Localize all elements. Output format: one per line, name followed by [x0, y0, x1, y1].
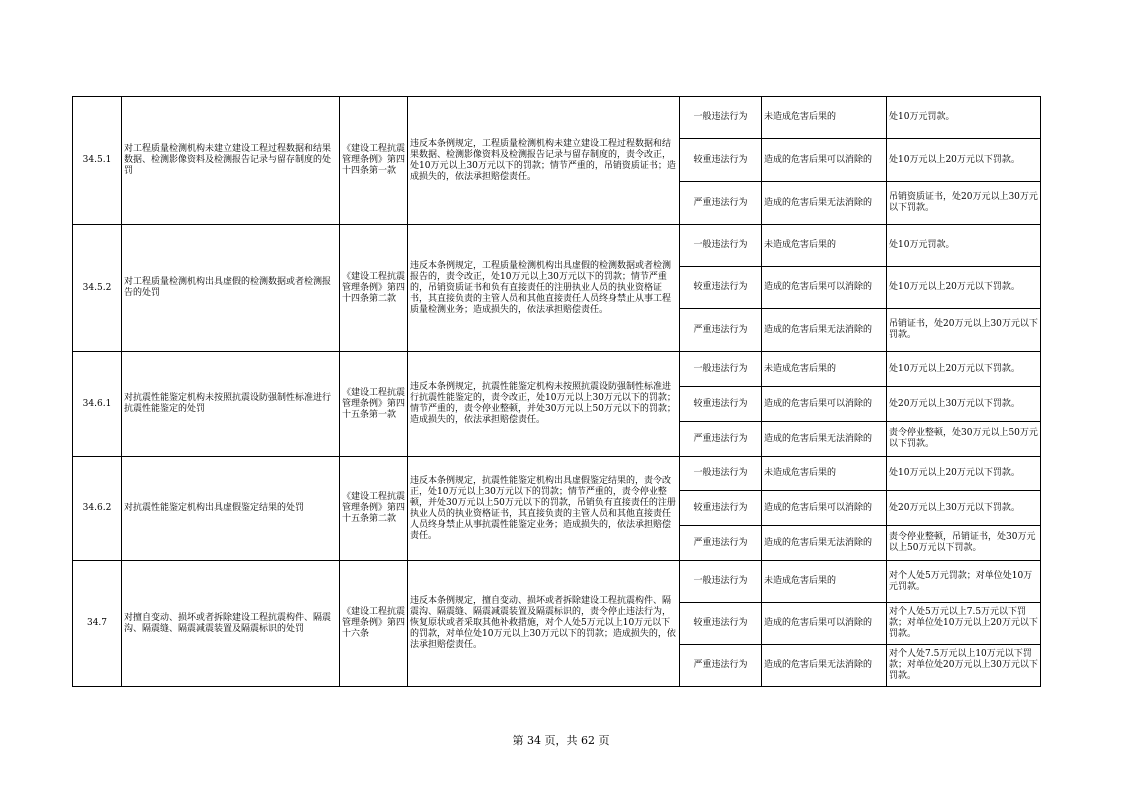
violation-condition: 未造成危害后果的	[762, 97, 887, 139]
violation-condition: 未造成危害后果的	[762, 457, 887, 491]
violation-level: 一般违法行为	[680, 97, 762, 139]
legal-basis: 《建设工程抗震管理条例》第四十五条第二款	[340, 457, 408, 561]
item-name: 对抗震性能鉴定机构出具虚假鉴定结果的处罚	[122, 457, 340, 561]
item-name: 对工程质量检测机构未建立建设工程过程数据和结果数据、检测影像资料及检测报告记录与留存制度的处罚	[122, 97, 340, 225]
legal-basis: 《建设工程抗震管理条例》第四十六条	[340, 561, 408, 687]
penalty-standard: 处10万元罚款。	[887, 225, 1041, 267]
violation-content: 违反本条例规定，工程质量检测机构未建立建设工程过程数据和结果数据、检测影像资料及检测报告记录与留存制度的，责令改正，处10万元以上30万元以下的罚款；情节严重的，吊销资质证书；造成损失的，依法承担赔偿责任。	[408, 97, 680, 225]
penalty-standard: 吊销资质证书，处20万元以上30万元以下罚款。	[887, 182, 1041, 225]
penalty-table	[72, 96, 1041, 687]
item-number: 34.7	[73, 561, 122, 687]
violation-level: 较重违法行为	[680, 139, 762, 182]
table-row	[73, 97, 1041, 139]
violation-content: 违反本条例规定，擅自变动、损坏或者拆除建设工程抗震构件、隔震沟、隔震缝、隔震减震装置及隔震标识的，责令停止违法行为，恢复原状或者采取其他补救措施，对个人处5万元以上10万元以下的罚款，对单位处10万元以上30万元以下的罚款；造成损失的，依法承担赔偿责任。	[408, 561, 680, 687]
table-row	[73, 352, 1041, 387]
penalty-standard: 处20万元以上30万元以下罚款。	[887, 387, 1041, 422]
legal-basis: 《建设工程抗震管理条例》第四十四条第一款	[340, 97, 408, 225]
legal-basis: 《建设工程抗震管理条例》第四十五条第一款	[340, 352, 408, 457]
violation-level: 较重违法行为	[680, 603, 762, 645]
item-number: 34.5.1	[73, 97, 122, 225]
violation-content: 违反本条例规定，抗震性能鉴定机构未按照抗震设防强制性标准进行抗震性能鉴定的，责令改正，处10万元以上30万元以下的罚款；情节严重的，责令停业整顿，并处30万元以上50万元以下的罚款；造成损失的，依法承担赔偿责任。	[408, 352, 680, 457]
violation-condition: 造成的危害后果可以消除的	[762, 491, 887, 526]
violation-level: 较重违法行为	[680, 387, 762, 422]
penalty-standard: 处10万元罚款。	[887, 97, 1041, 139]
violation-level: 严重违法行为	[680, 645, 762, 687]
penalty-standard: 吊销证书，处20万元以上30万元以下罚款。	[887, 309, 1041, 352]
violation-condition: 未造成危害后果的	[762, 561, 887, 603]
item-number: 34.6.1	[73, 352, 122, 457]
penalty-standard: 对个人处7.5万元以上10万元以下罚款；对单位处20万元以上30万元以下罚款。	[887, 645, 1041, 687]
item-name: 对擅自变动、损坏或者拆除建设工程抗震构件、隔震沟、隔震缝、隔震减震装置及隔震标识的处罚	[122, 561, 340, 687]
penalty-standard: 处10万元以上20万元以下罚款。	[887, 267, 1041, 309]
violation-content: 违反本条例规定，工程质量检测机构出具虚假的检测数据或者检测报告的，责令改正，处10万元以上30万元以下的罚款；情节严重的，吊销资质证书和负有直接责任的注册执业人员的执业资格证书，其直接负责的主管人员和其他直接责任人员终身禁止从事工程质量检测业务；造成损失的，依法承担赔偿责任。	[408, 225, 680, 352]
violation-level: 较重违法行为	[680, 491, 762, 526]
legal-basis: 《建设工程抗震管理条例》第四十四条第二款	[340, 225, 408, 352]
violation-content: 违反本条例规定，抗震性能鉴定机构出具虚假鉴定结果的，责令改正，处10万元以上30万元以下的罚款；情节严重的，责令停业整顿，并处30万元以上50万元以下的罚款，吊销负有直接责任的注册执业人员的执业资格证书，其直接负责的主管人员和其他直接责任人员终身禁止从事抗震性能鉴定业务；造成损失的，依法承担赔偿责任。	[408, 457, 680, 561]
penalty-standard: 责令停业整顿，处30万元以上50万元以下罚款。	[887, 422, 1041, 457]
violation-level: 严重违法行为	[680, 526, 762, 561]
violation-condition: 造成的危害后果可以消除的	[762, 603, 887, 645]
item-name: 对抗震性能鉴定机构未按照抗震设防强制性标准进行抗震性能鉴定的处罚	[122, 352, 340, 457]
item-number: 34.6.2	[73, 457, 122, 561]
violation-level: 一般违法行为	[680, 457, 762, 491]
violation-condition: 造成的危害后果无法消除的	[762, 645, 887, 687]
violation-condition: 造成的危害后果无法消除的	[762, 182, 887, 225]
violation-level: 严重违法行为	[680, 309, 762, 352]
penalty-standard: 责令停业整顿，吊销证书，处30万元以上50万元以下罚款。	[887, 526, 1041, 561]
penalty-standard: 处20万元以上30万元以下罚款。	[887, 491, 1041, 526]
penalty-standard: 处10万元以上20万元以下罚款。	[887, 352, 1041, 387]
item-number: 34.5.2	[73, 225, 122, 352]
violation-level: 严重违法行为	[680, 182, 762, 225]
violation-condition: 造成的危害后果无法消除的	[762, 422, 887, 457]
violation-condition: 造成的危害后果无法消除的	[762, 526, 887, 561]
table-row	[73, 225, 1041, 267]
item-name: 对工程质量检测机构出具虚假的检测数据或者检测报告的处罚	[122, 225, 340, 352]
violation-condition: 造成的危害后果可以消除的	[762, 139, 887, 182]
violation-level: 一般违法行为	[680, 352, 762, 387]
violation-condition: 未造成危害后果的	[762, 352, 887, 387]
violation-level: 一般违法行为	[680, 561, 762, 603]
table-row	[73, 457, 1041, 491]
violation-condition: 造成的危害后果可以消除的	[762, 267, 887, 309]
violation-condition: 未造成危害后果的	[762, 225, 887, 267]
penalty-standard: 对个人处5万元以上7.5万元以下罚款；对单位处10万元以上20万元以下罚款。	[887, 603, 1041, 645]
page-number-footer: 第 34 页，共 62 页	[512, 734, 610, 747]
violation-level: 一般违法行为	[680, 225, 762, 267]
violation-level: 较重违法行为	[680, 267, 762, 309]
table-row	[73, 561, 1041, 603]
violation-condition: 造成的危害后果可以消除的	[762, 387, 887, 422]
penalty-standard: 处10万元以上20万元以下罚款。	[887, 457, 1041, 491]
penalty-standard: 对个人处5万元罚款；对单位处10万元罚款。	[887, 561, 1041, 603]
violation-condition: 造成的危害后果无法消除的	[762, 309, 887, 352]
violation-level: 严重违法行为	[680, 422, 762, 457]
penalty-standard: 处10万元以上20万元以下罚款。	[887, 139, 1041, 182]
